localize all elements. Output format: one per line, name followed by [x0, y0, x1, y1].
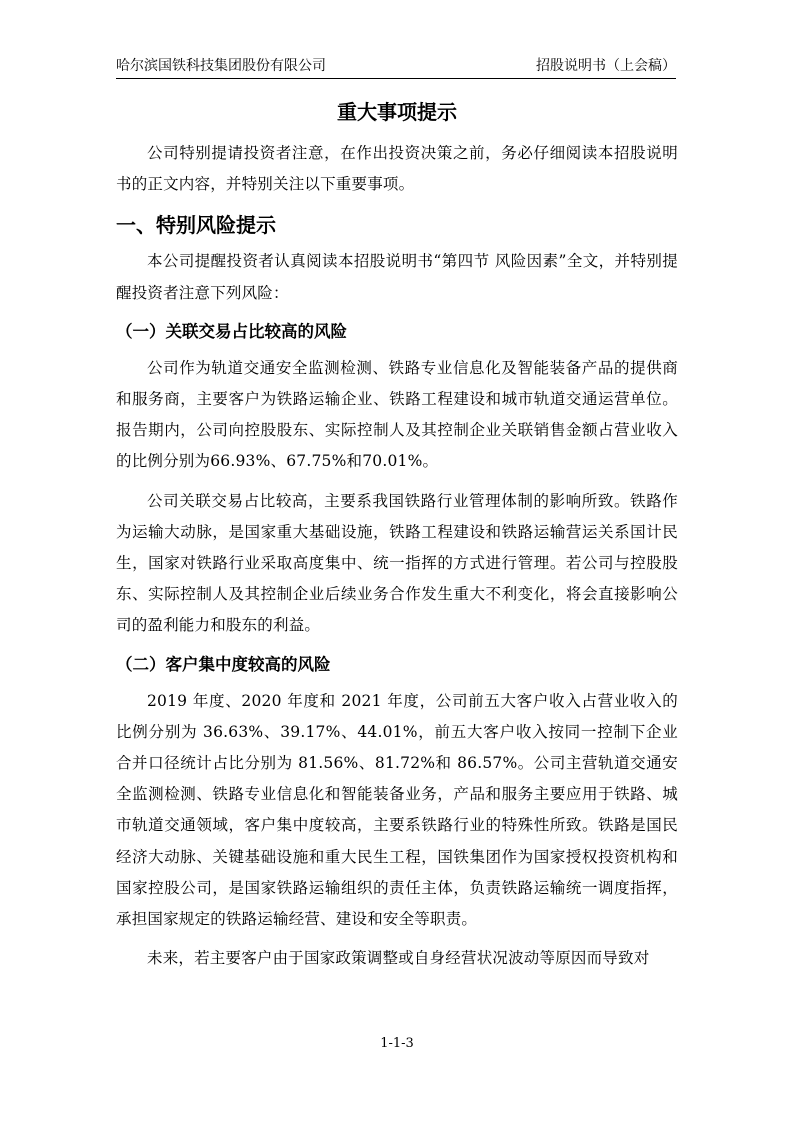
section-heading-special-risks: 一、特别风险提示 — [116, 213, 276, 238]
subsection-heading-related-transactions: （一）关联交易占比较高的风险 — [116, 321, 347, 341]
related-transactions-paragraph-1: 公司作为轨道交通安全监测检测、铁路专业信息化及智能装备产品的提供商和服务商，主要客户为铁路运输企业、铁路工程建设和城市轨道交通运营单位。报告期内，公司向控股股东、实际控制人及其控制企业关联销售金额占营业收入的比例分别为66.93%、67.75%和70.01%。 — [116, 358, 678, 471]
section-intro-paragraph: 本公司提醒投资者认真阅读本招股说明书“第四节 风险因素”全文，并特别提醒投资者注意下列风险： — [116, 252, 678, 302]
page-content — [116, 98, 678, 974]
intro-paragraph: 公司特别提请投资者注意，在作出投资决策之前，务必仔细阅读本招股说明书的正文内容，并特别关注以下重要事项。 — [116, 144, 678, 194]
page-number: 1-1-3 — [380, 1036, 414, 1051]
related-transactions-paragraph-2: 公司关联交易占比较高，主要系我国铁路行业管理体制的影响所致。铁路作为运输大动脉，是国家重大基础设施，铁路工程建设和铁路运输营运关系国计民生，国家对铁路行业采取高度集中、统一指挥的方式进行管理。若公司与控股股东、实际控制人及其控制企业后续业务合作发生重大不利变化，将会直接影响公司的盈利能力和股东的利益。 — [116, 491, 678, 635]
header-doc-type: 招股说明书（上会稿） — [536, 58, 676, 74]
page-header — [116, 56, 676, 79]
customer-concentration-paragraph-2: 未来，若主要客户由于国家政策调整或自身经营状况波动等原因而导致对 — [147, 949, 650, 968]
page-title: 重大事项提示 — [337, 100, 457, 124]
header-company: 哈尔滨国铁科技集团股份有限公司 — [116, 58, 326, 74]
customer-concentration-paragraph-1: 2019 年度、2020 年度和 2021 年度，公司前五大客户收入占营业收入的比例分别为 36.63%、39.17%、44.01%，前五大客户收入按同一控制下企业合并口径统计占比分别为 81.56%、81.72%和 86.57%。公司主营轨道交通安全监测检测、铁路专业信息化和智能装备业务，产品和服务主要应用于铁路、城市轨道交通领域，客户集中度较高，主要系铁路行业的特殊性所致。铁路是国民经济大动脉、关键基础设施和重大民生工程，国铁集团作为国家授权投资机构和国家控股公司，是国家铁路运输组织的责任主体，负责铁路运输统一调度指挥，承担国家规定的铁路运输经营、建设和安全等职责。 — [116, 691, 678, 929]
subsection-heading-customer-concentration: （二）客户集中度较高的风险 — [116, 654, 331, 674]
